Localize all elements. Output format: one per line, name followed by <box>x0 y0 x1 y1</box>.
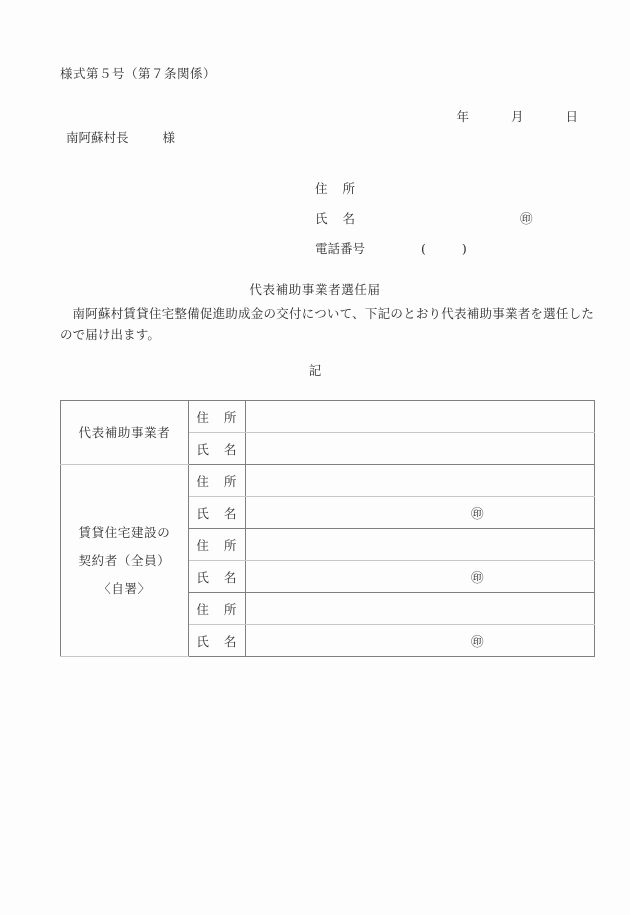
row-label-cell: 住 所 <box>189 465 246 497</box>
row-label-cell: 氏 名 <box>189 433 246 465</box>
group-label-cell <box>61 401 189 465</box>
applicant-tel-parens <box>421 234 467 264</box>
tel-paren-open: ( <box>421 241 426 256</box>
row-label-cell: 住 所 <box>189 401 246 433</box>
body-paragraph: 南阿蘇村賃貸住宅整備促進助成金の交付について、下記のとおり代表補助事業者を選任したので届け出ます。 <box>60 306 594 342</box>
row-value-field[interactable] <box>246 401 595 433</box>
date-line <box>0 107 578 125</box>
tel-paren-close: ) <box>461 241 467 256</box>
page-title: 代表補助事業者選任届 <box>249 282 381 297</box>
row-label-cell: 氏 名 <box>189 561 246 593</box>
date-year-label: 年 <box>456 109 470 124</box>
seal-icon: ㊞ <box>471 569 484 585</box>
group-label-line: 代表補助事業者 <box>78 424 171 440</box>
row-value-field[interactable] <box>246 465 595 497</box>
row-label-cell: 住 所 <box>189 529 246 561</box>
applicant-tel-row <box>315 234 467 264</box>
entry-table-body <box>61 401 595 657</box>
form-number: 様式第５号（第７条関係） <box>60 66 217 81</box>
row-value-field[interactable] <box>246 625 595 657</box>
group-label-cell <box>61 465 189 657</box>
row-value-field[interactable] <box>246 497 595 529</box>
group-label-line: 賃貸住宅建設の <box>78 524 171 540</box>
row-label-cell: 氏 名 <box>189 625 246 657</box>
row-label-cell: 氏 名 <box>189 497 246 529</box>
row-value-field[interactable] <box>246 433 595 465</box>
table-row <box>61 401 595 433</box>
applicant-name-label: 氏 名 <box>315 211 357 226</box>
entry-table <box>60 400 595 657</box>
group-label-line: 〈自署〉 <box>98 580 151 596</box>
applicant-info-block <box>315 174 533 264</box>
date-day-label: 日 <box>565 109 578 124</box>
applicant-address-label: 住 所 <box>315 181 357 196</box>
group-label-line: 契約者（全員） <box>78 552 171 568</box>
ki-marker: 記 <box>308 363 322 378</box>
applicant-address-row <box>315 174 467 204</box>
seal-icon: ㊞ <box>471 633 484 649</box>
addressee-honorific: 様 <box>162 130 176 145</box>
addressee-line <box>66 128 175 146</box>
row-value-field[interactable] <box>246 561 595 593</box>
applicant-name-row <box>315 204 533 234</box>
row-label-cell: 住 所 <box>189 593 246 625</box>
seal-icon: ㊞ <box>471 505 484 521</box>
applicant-tel-label: 電話番号 <box>315 241 366 256</box>
date-month-label: 月 <box>511 109 524 124</box>
seal-icon: ㊞ <box>520 211 533 226</box>
row-value-field[interactable] <box>246 529 595 561</box>
table-row <box>61 465 595 497</box>
row-value-field[interactable] <box>246 593 595 625</box>
addressee-recipient: 南阿蘇村長 <box>66 130 129 145</box>
